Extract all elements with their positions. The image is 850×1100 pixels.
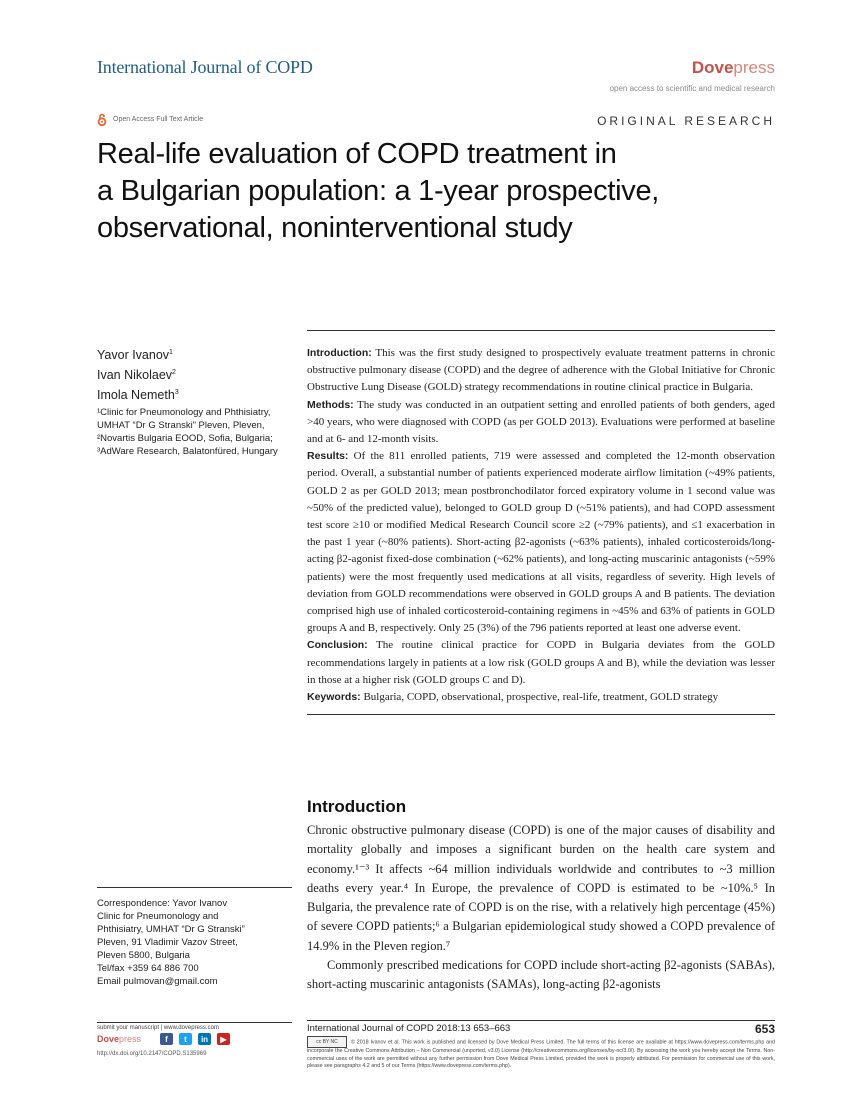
correspondence-email[interactable]: Email pulmovan@gmail.com	[97, 976, 218, 987]
open-access-label: Open Access Full Text Article	[113, 116, 204, 123]
publisher-tagline: open access to scientific and medical research	[609, 84, 775, 93]
paper-title	[97, 136, 737, 247]
citation-line: International Journal of COPD 2018:13 653–663	[307, 1023, 511, 1034]
facebook-icon[interactable]: f	[160, 1033, 173, 1045]
linkedin-icon[interactable]: in	[198, 1033, 211, 1045]
license-text: © 2018 Ivanov et al. This work is published and licensed by Dove Medical Press Limited. The full terms of this license are available at https://www.dovepress.com/terms.php and incorporate the Creative Commons Attribution – Non Commercial (unported, v3.0) License (http://creativecommons.org/licenses/by-nc/3.0/). By accessing the work you hereby accept the Terms. Non-commercial uses of the work are permitted without any further permission from Dove Medical Press Limited, provided the work is properly attributed. For permission for commercial use of this work, please see paragraphs 4.2 and 5 of our Terms (https://www.dovepress.com/terms.php).	[307, 1039, 775, 1070]
title-line-3: observational, noninterventional study	[97, 212, 573, 244]
brand-dove: Dove	[691, 58, 734, 77]
abstract-conclusion: Conclusion: The routine clinical practice for COPD in Bulgaria deviates from the GOLD recommendations largely in patients at a low risk (GOLD groups A and B), while the deviation was lesser in those at a higher risk (GOLD groups C and D).	[307, 639, 775, 686]
correspondence-block: Correspondence: Yavor Ivanov Clinic for Pneumonology and Phthisiatry, UMHAT “Dr G Stranski” Pleven, 91 Vladimir Vazov Street, Pleven 5800, Bulgaria Tel/fax +359 64 886 700 Email pulmovan@gmail.com	[97, 887, 292, 988]
social-links	[160, 1033, 230, 1045]
author[interactable]: Ivan Nikolaev$^2$	[97, 368, 176, 383]
abstract-keywords: Keywords: Bulgaria, COPD, observational, prospective, real-life, treatment, GOLD strategy	[307, 691, 719, 704]
abstract-methods: Methods: The study was conducted in an outpatient setting and enrolled patients of both genders, aged >40 years, who were diagnosed with COPD (as per GOLD 2013). Evaluations were performed at baseline and at 6- and 12-month visits.	[307, 398, 775, 446]
submit-manuscript-link[interactable]: submit your manuscript | www.dovepress.com	[97, 1022, 292, 1031]
title-line-2: a Bulgarian population: a 1-year prospective,	[97, 175, 660, 207]
title-line-1: Real-life evaluation of COPD treatment in	[97, 138, 617, 170]
author[interactable]: Imola Nemeth$^3$	[97, 388, 179, 403]
article-section-label: ORIGINAL RESEARCH	[597, 114, 775, 128]
page-number: 653	[754, 1022, 775, 1036]
youtube-icon[interactable]: ▶	[217, 1033, 230, 1045]
open-access-icon	[97, 113, 107, 126]
author[interactable]: Yavor Ivanov$^1$	[97, 348, 173, 363]
journal-title[interactable]: International Journal of COPD	[97, 57, 313, 77]
doi-link[interactable]: http://dx.doi.org/10.2147/COPD.S135969	[97, 1051, 207, 1057]
abstract-introduction: Introduction: This was the first study designed to prospectively evaluate treatment patterns in chronic obstructive pulmonary disease (COPD) and the degree of adherence with the Global Initiative for Chronic Obstructive Lung Disease (GOLD) strategy recommendations in routine clinical practice in Bulgaria.	[307, 347, 775, 394]
brand-press: press	[733, 58, 775, 77]
creative-commons-icon[interactable]: cc BY NC	[307, 1036, 347, 1048]
footer-divider	[307, 1020, 775, 1021]
footer-dovepress-logo[interactable]: Dovepress	[97, 1034, 142, 1044]
intro-paragraph-1: Chronic obstructive pulmonary disease (COPD) is one of the major causes of disability and mortality globally and imposes a significant burden on the health care system and economy.¹⁻³ It affects ~64 million individuals worldwide and contributes to ~3 million deaths every year.⁴ In Europe, the prevalence of COPD is estimated to be ~10%.⁵ In Bulgaria, the prevalence rate of COPD is on the rise, with a relatively high percentage (45%) of severe COPD patients;⁶ a Bulgarian epidemiological study showed a COPD prevalence of 14.9% in the Pleven region.⁷	[307, 823, 775, 953]
section-heading-introduction: Introduction	[307, 797, 407, 816]
license-notice	[307, 1036, 775, 1071]
author-list	[97, 344, 179, 404]
abstract-results: Results: Of the 811 enrolled patients, 719 were assessed and completed the 12-month observation period. Overall, a substantial number of patients experienced moderate airflow limitation (~49% patients, GOLD 2 as per GOLD 2013; mean postbronchodilator forced expiratory volume in 1 second value was ~50% of the predicted value), belonged to GOLD group D (~51% patients), and had COPD assessment test score ≥10 or modified Medical Research Council score ≥2 (~79% patients), and ≤1 exacerbation in the past 1 year (~80% patients). Short-acting β2-agonists (~63% patients), inhaled corticosteroids/long-acting β2-agonist fixed-dose combination (~62% patients), and long-acting muscarinic antagonists (~59% patients) were the most frequently used medications at all visits, regardless of severity. High levels of deviation from GOLD recommendations were observed in GOLD groups A and B patients. The deviation comprised high use of inhaled corticosteroid-containing regimens in ~45% and 63% of patients in GOLD groups A and B, respectively. Only 25 (3%) of the 796 patients reported at least one adverse event.	[307, 450, 775, 635]
twitter-icon[interactable]: t	[179, 1033, 192, 1045]
abstract	[307, 330, 775, 715]
introduction-body	[307, 821, 775, 995]
intro-paragraph-2: Commonly prescribed medications for COPD include short-acting β2-agonists (SABAs), short-acting muscarinic antagonists (SAMAs), long-acting β2-agonists	[307, 958, 775, 992]
affiliations: ¹Clinic for Pneumonology and Phthisiatry, UMHAT “Dr G Stranski” Pleven, Pleven, ²Novartis Bulgaria EOOD, Sofia, Bulgaria; ³AdWare Research, Balatonfüred, Hungary	[97, 407, 278, 457]
open-access-badge[interactable]	[97, 113, 203, 126]
dovepress-logo[interactable]	[692, 58, 775, 78]
